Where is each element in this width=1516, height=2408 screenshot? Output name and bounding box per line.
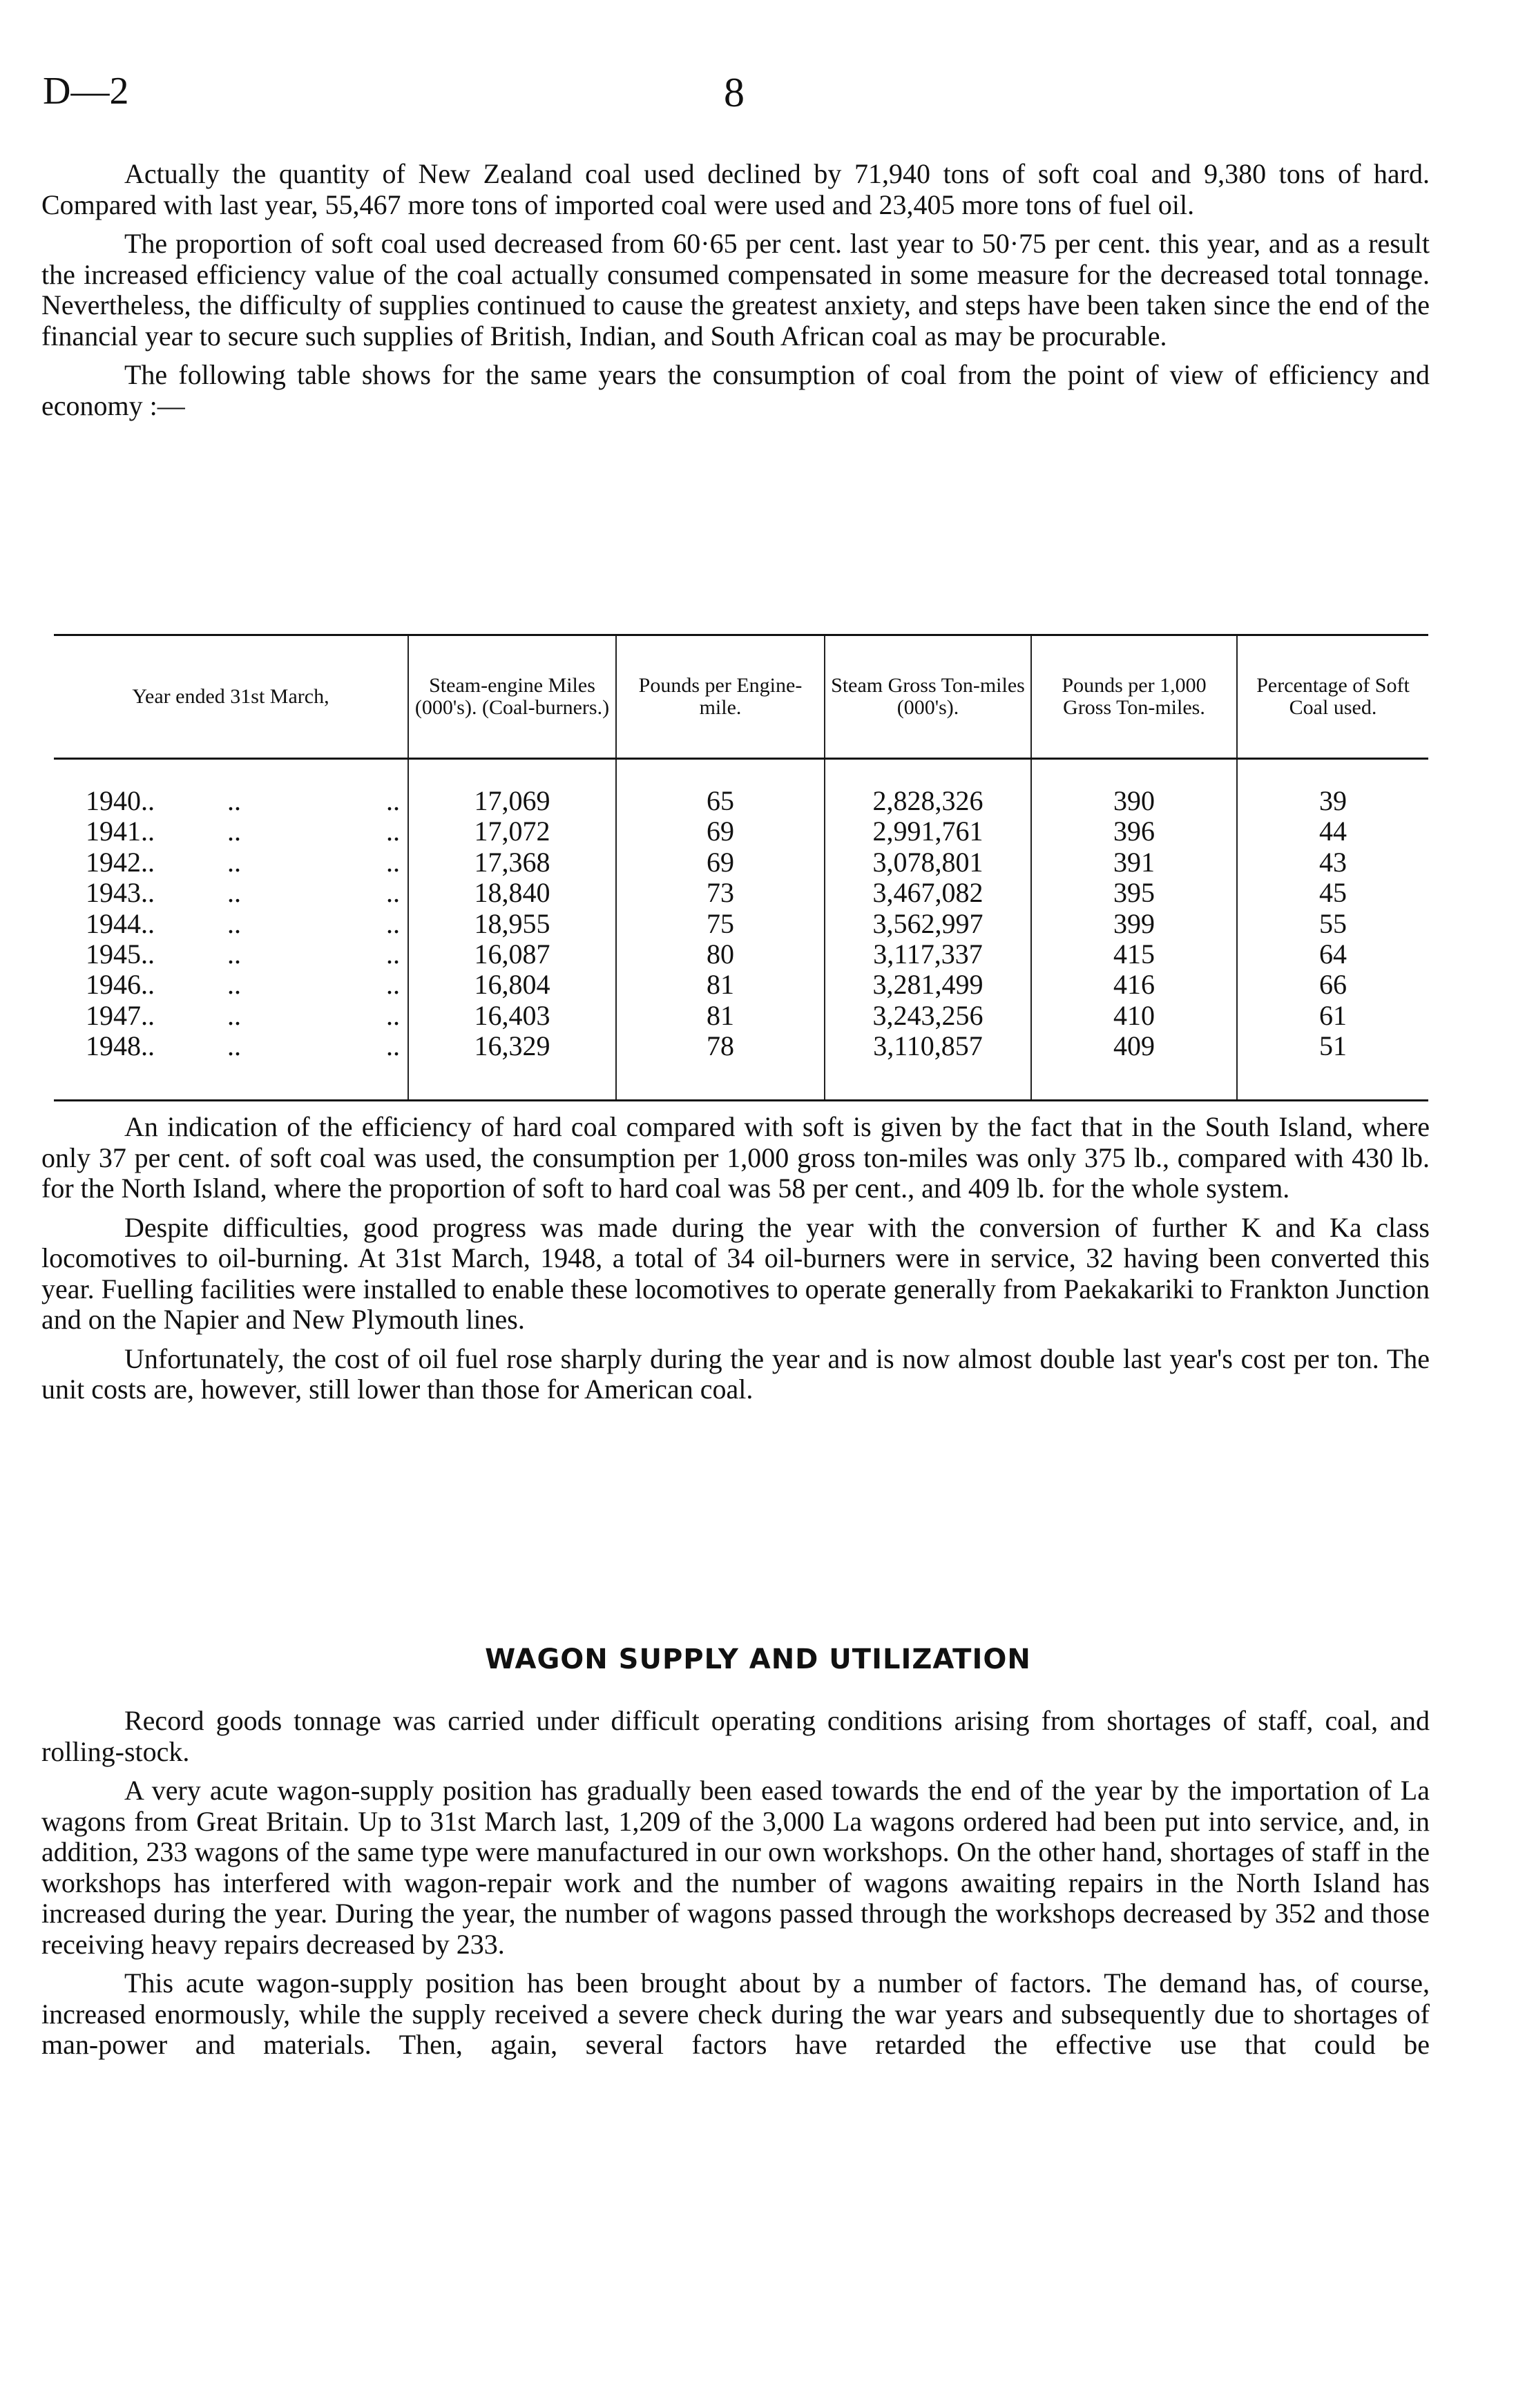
leader-dots: .. bbox=[227, 846, 241, 878]
year-cell bbox=[54, 970, 408, 1000]
page-header bbox=[43, 69, 1428, 117]
year-label: 1942.. bbox=[86, 846, 155, 878]
column-header-pounds-per-engine-mile: Pounds per Engine-mile. bbox=[616, 635, 825, 759]
gross-ton-miles-cell: 3,467,082 bbox=[825, 878, 1031, 908]
pounds-per-1000-ton-miles-cell: 390 bbox=[1031, 786, 1237, 816]
table-row bbox=[54, 847, 1428, 878]
engine-miles-cell: 16,087 bbox=[408, 939, 616, 970]
engine-miles-cell: 18,840 bbox=[408, 878, 616, 908]
pounds-per-1000-ton-miles-cell: 409 bbox=[1031, 1031, 1237, 1061]
year-label: 1945.. bbox=[86, 938, 155, 970]
gross-ton-miles-cell: 3,243,256 bbox=[825, 1001, 1031, 1031]
paragraph: Despite difficulties, good progress was made during the year with the conversion of further K and Ka class locomotives to oil-burning. At 31st March, 1948, a total of 34 oil-burners were in service, 32 having been converted this year. Fuelling facilities were installed to enable these locomotives to operate generally from Paekakariki to Frankton Junction and on the Napier and New Plymouth lines. bbox=[41, 1211, 1430, 1335]
year-label: 1941.. bbox=[86, 816, 155, 847]
table-row bbox=[54, 1001, 1428, 1031]
gross-ton-miles-cell: 3,110,857 bbox=[825, 1031, 1031, 1061]
table-row bbox=[54, 816, 1428, 847]
percentage-soft-coal-cell: 43 bbox=[1237, 847, 1428, 878]
column-header-year: Year ended 31st March, bbox=[54, 635, 408, 759]
paragraph: The proportion of soft coal used decreased from 60·65 per cent. last year to 50·75 per cent. this year, and as a result the increased efficiency value of the coal actually consumed compensated in some measure for the decreased total tonnage. Nevertheless, the difficulty of supplies continued to cause the greatest anxiety, and steps have been taken since the end of the financial year to secure such supplies of British, Indian, and South African coal as may be procurable. bbox=[41, 228, 1430, 351]
percentage-soft-coal-cell: 61 bbox=[1237, 1001, 1428, 1031]
engine-miles-cell: 17,072 bbox=[408, 816, 616, 847]
leader-dots: .. bbox=[227, 785, 241, 816]
percentage-soft-coal-cell: 44 bbox=[1237, 816, 1428, 847]
coal-consumption-section bbox=[41, 159, 1430, 430]
leader-dots: .. bbox=[227, 938, 241, 970]
table-row bbox=[54, 970, 1428, 1000]
percentage-soft-coal-cell: 39 bbox=[1237, 786, 1428, 816]
pounds-per-1000-ton-miles-cell: 395 bbox=[1031, 878, 1237, 908]
column-header-percentage-soft-coal: Percentage of Soft Coal used. bbox=[1237, 635, 1428, 759]
table-row bbox=[54, 878, 1428, 908]
pounds-per-1000-ton-miles-cell: 416 bbox=[1031, 970, 1237, 1000]
percentage-soft-coal-cell: 64 bbox=[1237, 939, 1428, 970]
table-header-row bbox=[54, 635, 1428, 759]
table-row bbox=[54, 1031, 1428, 1061]
pounds-per-engine-mile-cell: 78 bbox=[616, 1031, 825, 1061]
engine-miles-cell: 17,069 bbox=[408, 786, 616, 816]
leader-dots: .. bbox=[386, 816, 400, 847]
document-reference: D—2 bbox=[43, 70, 129, 113]
engine-miles-cell: 17,368 bbox=[408, 847, 616, 878]
coal-efficiency-table bbox=[54, 634, 1428, 1101]
year-label: 1946.. bbox=[86, 969, 155, 1001]
pounds-per-engine-mile-cell: 73 bbox=[616, 878, 825, 908]
percentage-soft-coal-cell: 45 bbox=[1237, 878, 1428, 908]
wagon-supply-section bbox=[41, 1706, 1430, 2069]
engine-miles-cell: 16,804 bbox=[408, 970, 616, 1000]
leader-dots: .. bbox=[386, 907, 400, 939]
page-number: 8 bbox=[724, 70, 745, 115]
coal-efficiency-table-wrapper bbox=[54, 634, 1428, 1101]
year-label: 1943.. bbox=[86, 877, 155, 909]
pounds-per-1000-ton-miles-cell: 415 bbox=[1031, 939, 1237, 970]
engine-miles-cell: 16,403 bbox=[408, 1001, 616, 1031]
year-cell bbox=[54, 816, 408, 847]
gross-ton-miles-cell: 3,562,997 bbox=[825, 909, 1031, 939]
table-row bbox=[54, 909, 1428, 939]
pounds-per-1000-ton-miles-cell: 391 bbox=[1031, 847, 1237, 878]
section-heading: WAGON SUPPLY AND UTILIZATION bbox=[485, 1644, 1031, 1675]
leader-dots: .. bbox=[227, 999, 241, 1031]
leader-dots: .. bbox=[386, 846, 400, 878]
year-cell bbox=[54, 1031, 408, 1061]
leader-dots: .. bbox=[227, 969, 241, 1001]
pounds-per-engine-mile-cell: 69 bbox=[616, 816, 825, 847]
paragraph: This acute wagon-supply position has been brought about by a number of factors. The demand has, of course, increased enormously, while the supply received a severe check during the war years and subsequently due to shortages of man-power and materials. Then, again, several factors have retarded the effective use that could be bbox=[41, 1967, 1430, 2060]
oil-burning-section bbox=[41, 1112, 1430, 1414]
leader-dots: .. bbox=[227, 877, 241, 909]
paragraph: Actually the quantity of New Zealand coal used declined by 71,940 tons of soft coal and 9,380 tons of hard. Compared with last year, 55,467 more tons of imported coal were used and 23,405 more tons of fuel oil. bbox=[41, 158, 1430, 220]
year-cell bbox=[54, 1001, 408, 1031]
leader-dots: .. bbox=[227, 1030, 241, 1062]
leader-dots: .. bbox=[227, 907, 241, 939]
gross-ton-miles-cell: 3,078,801 bbox=[825, 847, 1031, 878]
percentage-soft-coal-cell: 55 bbox=[1237, 909, 1428, 939]
table-row bbox=[54, 939, 1428, 970]
year-cell bbox=[54, 939, 408, 970]
pounds-per-1000-ton-miles-cell: 396 bbox=[1031, 816, 1237, 847]
pounds-per-engine-mile-cell: 69 bbox=[616, 847, 825, 878]
leader-dots: .. bbox=[386, 969, 400, 1001]
column-header-engine-miles: Steam-engine Miles (000's). (Coal-burners.) bbox=[408, 635, 616, 759]
year-cell bbox=[54, 847, 408, 878]
year-cell bbox=[54, 878, 408, 908]
year-cell bbox=[54, 786, 408, 816]
pounds-per-engine-mile-cell: 80 bbox=[616, 939, 825, 970]
year-label: 1944.. bbox=[86, 907, 155, 939]
leader-dots: .. bbox=[386, 877, 400, 909]
column-header-pounds-per-1000-ton-miles: Pounds per 1,000 Gross Ton-miles. bbox=[1031, 635, 1237, 759]
pounds-per-engine-mile-cell: 75 bbox=[616, 909, 825, 939]
leader-dots: .. bbox=[386, 999, 400, 1031]
pounds-per-engine-mile-cell: 81 bbox=[616, 1001, 825, 1031]
paragraph: Record goods tonnage was carried under difficult operating conditions arising from shortages of staff, coal, and rolling-stock. bbox=[41, 1705, 1430, 1767]
year-label: 1948.. bbox=[86, 1030, 155, 1062]
column-header-gross-ton-miles: Steam Gross Ton-miles (000's). bbox=[825, 635, 1031, 759]
year-cell bbox=[54, 909, 408, 939]
paragraph: A very acute wagon-supply position has gradually been eased towards the end of the year by the importation of La wagons from Great Britain. Up to 31st March last, 1,209 of the 3,000 La wagons ordered had been put into service, and, in addition, 233 wagons of the same type were manufactured in our own workshops. On the other hand, shortages of staff in the workshops has interfered with wagon-repair work and the number of wagons awaiting repairs in the North Island has increased during the year. During the year, the number of wagons passed through the workshops decreased by 352 and those receiving heavy repairs decreased by 233. bbox=[41, 1775, 1430, 1960]
gross-ton-miles-cell: 2,991,761 bbox=[825, 816, 1031, 847]
pounds-per-engine-mile-cell: 65 bbox=[616, 786, 825, 816]
pounds-per-1000-ton-miles-cell: 410 bbox=[1031, 1001, 1237, 1031]
year-label: 1947.. bbox=[86, 999, 155, 1031]
pounds-per-1000-ton-miles-cell: 399 bbox=[1031, 909, 1237, 939]
leader-dots: .. bbox=[227, 816, 241, 847]
percentage-soft-coal-cell: 51 bbox=[1237, 1031, 1428, 1061]
gross-ton-miles-cell: 3,117,337 bbox=[825, 939, 1031, 970]
table-row bbox=[54, 786, 1428, 816]
pounds-per-engine-mile-cell: 81 bbox=[616, 970, 825, 1000]
engine-miles-cell: 16,329 bbox=[408, 1031, 616, 1061]
paragraph: The following table shows for the same years the consumption of coal from the point of view of efficiency and economy :— bbox=[41, 359, 1430, 421]
gross-ton-miles-cell: 2,828,326 bbox=[825, 786, 1031, 816]
year-label: 1940.. bbox=[86, 785, 155, 816]
paragraph: Unfortunately, the cost of oil fuel rose sharply during the year and is now almost double last year's cost per ton. The unit costs are, however, still lower than those for American coal. bbox=[41, 1342, 1430, 1405]
leader-dots: .. bbox=[386, 938, 400, 970]
leader-dots: .. bbox=[386, 785, 400, 816]
leader-dots: .. bbox=[386, 1030, 400, 1062]
paragraph: An indication of the efficiency of hard coal compared with soft is given by the fact that in the South Island, where only 37 per cent. of soft coal was used, the consumption per 1,000 gross ton-miles was only 375 lb., compared with 430 lb. for the North Island, where the proportion of soft to hard coal was 58 per cent., and 409 lb. for the whole system. bbox=[41, 1111, 1430, 1204]
engine-miles-cell: 18,955 bbox=[408, 909, 616, 939]
gross-ton-miles-cell: 3,281,499 bbox=[825, 970, 1031, 1000]
percentage-soft-coal-cell: 66 bbox=[1237, 970, 1428, 1000]
